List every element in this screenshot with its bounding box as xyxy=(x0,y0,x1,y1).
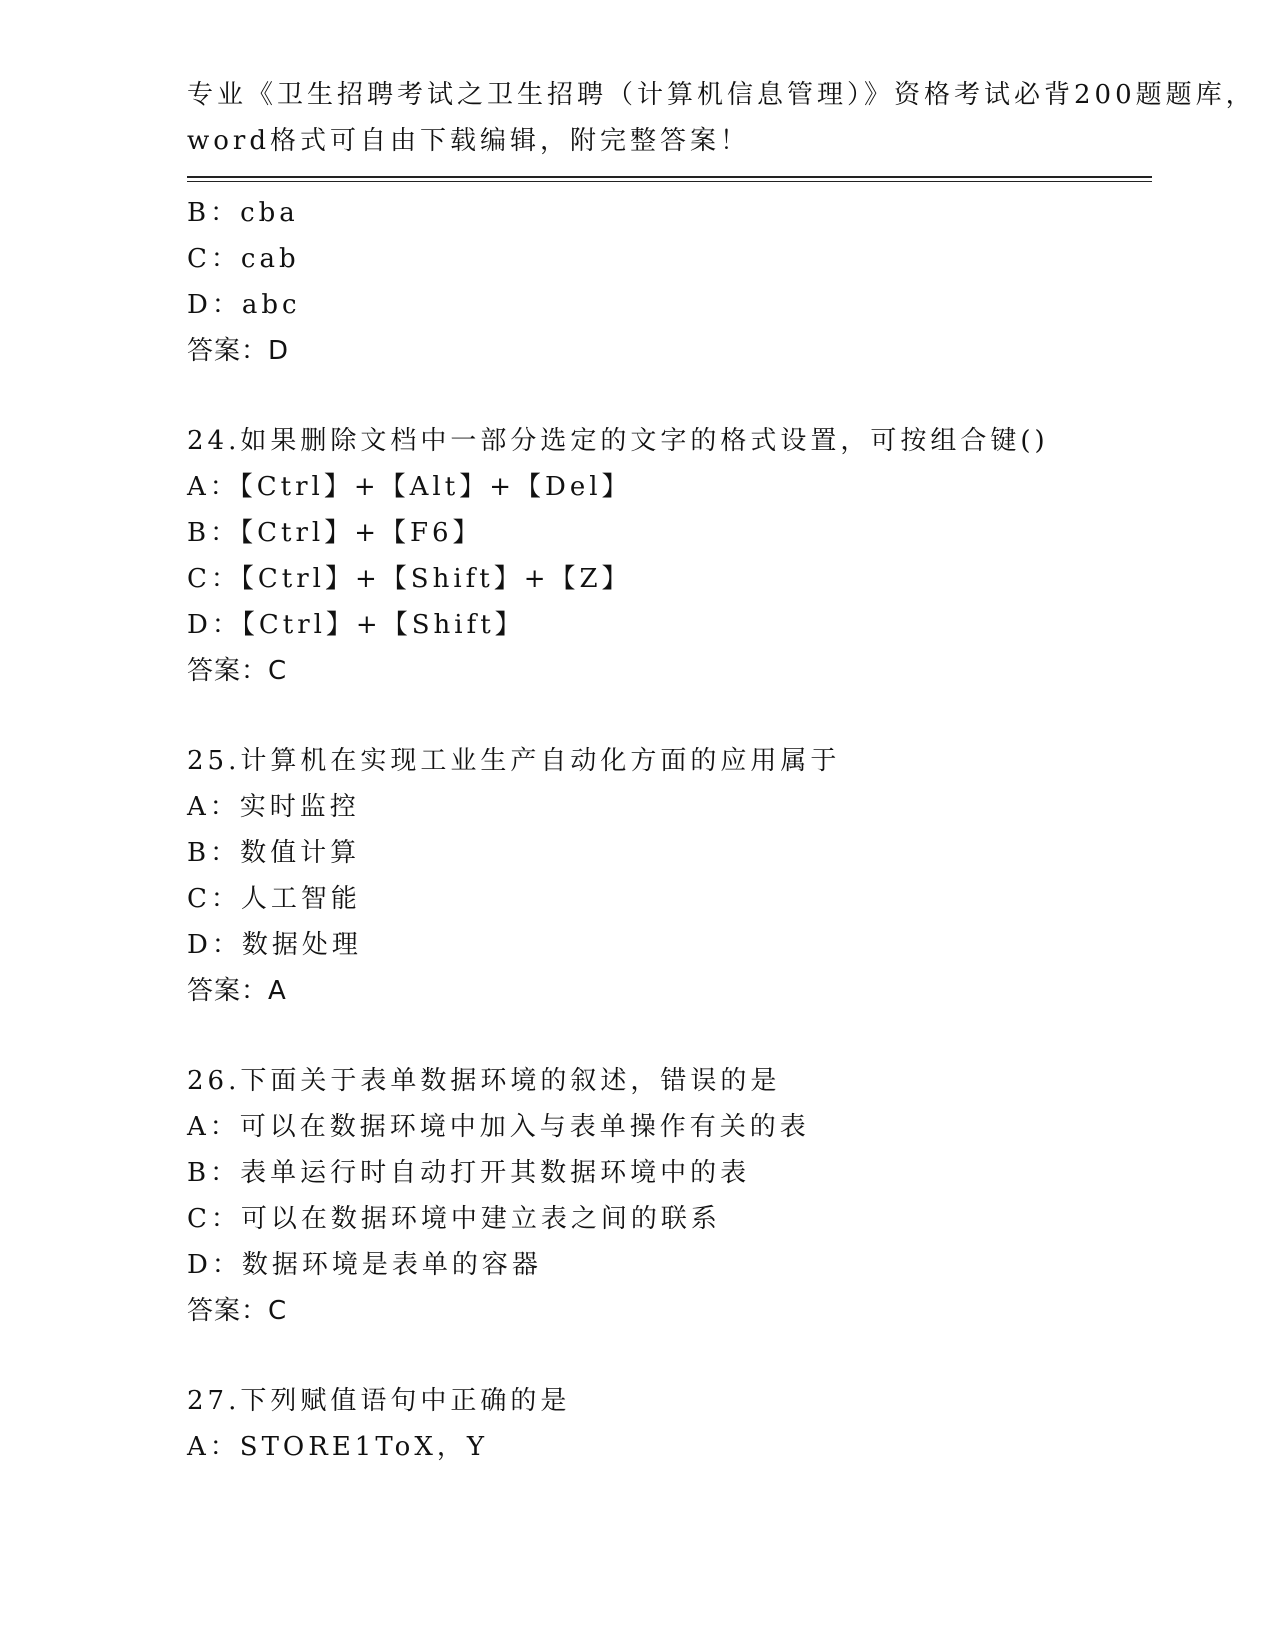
answer-line: 答案：C xyxy=(187,656,288,686)
option-a: A：可以在数据环境中加入与表单操作有关的表 xyxy=(187,1112,810,1142)
answer-line: 答案：A xyxy=(187,976,287,1006)
option-b: B：【Ctrl】+【F6】 xyxy=(187,518,483,548)
question-25 xyxy=(187,738,1147,1014)
question-26 xyxy=(187,1058,1147,1334)
question-title: 27.下列赋值语句中正确的是 xyxy=(187,1386,571,1416)
question-title: 26.下面关于表单数据环境的叙述，错误的是 xyxy=(187,1066,781,1096)
header-rule-thin xyxy=(187,181,1152,182)
option-d: D：abc xyxy=(187,290,301,320)
option-b: B：表单运行时自动打开其数据环境中的表 xyxy=(187,1158,751,1188)
question-partial xyxy=(187,190,1147,374)
option-b: B：数值计算 xyxy=(187,838,361,868)
document-header xyxy=(187,72,1256,164)
option-c: C：【Ctrl】+【Shift】+【Z】 xyxy=(187,564,632,594)
question-title: 25.计算机在实现工业生产自动化方面的应用属于 xyxy=(187,746,841,776)
option-c: C：cab xyxy=(187,244,300,274)
header-line-1: 专业《卫生招聘考试之卫生招聘（计算机信息管理）》资格考试必背200题题库， xyxy=(187,80,1256,110)
option-a: A：STORE1ToX，Y xyxy=(187,1432,488,1462)
question-title: 24.如果删除文档中一部分选定的文字的格式设置，可按组合键() xyxy=(187,426,1049,456)
question-27 xyxy=(187,1378,1147,1470)
option-d: D：【Ctrl】+【Shift】 xyxy=(187,610,525,640)
option-c: C：人工智能 xyxy=(187,884,361,914)
header-line-2: word格式可自由下载编辑，附完整答案！ xyxy=(187,126,750,156)
question-list xyxy=(187,190,1147,1470)
option-b: B：cba xyxy=(187,198,299,228)
option-d: D：数据处理 xyxy=(187,930,362,960)
answer-line: 答案：C xyxy=(187,1296,288,1326)
option-d: D：数据环境是表单的容器 xyxy=(187,1250,542,1280)
option-a: A：实时监控 xyxy=(187,792,360,822)
option-c: C：可以在数据环境中建立表之间的联系 xyxy=(187,1204,721,1234)
question-24 xyxy=(187,418,1147,694)
option-a: A：【Ctrl】+【Alt】+【Del】 xyxy=(187,472,632,502)
header-rule-thick xyxy=(187,176,1152,178)
answer-line: 答案：D xyxy=(187,336,290,366)
